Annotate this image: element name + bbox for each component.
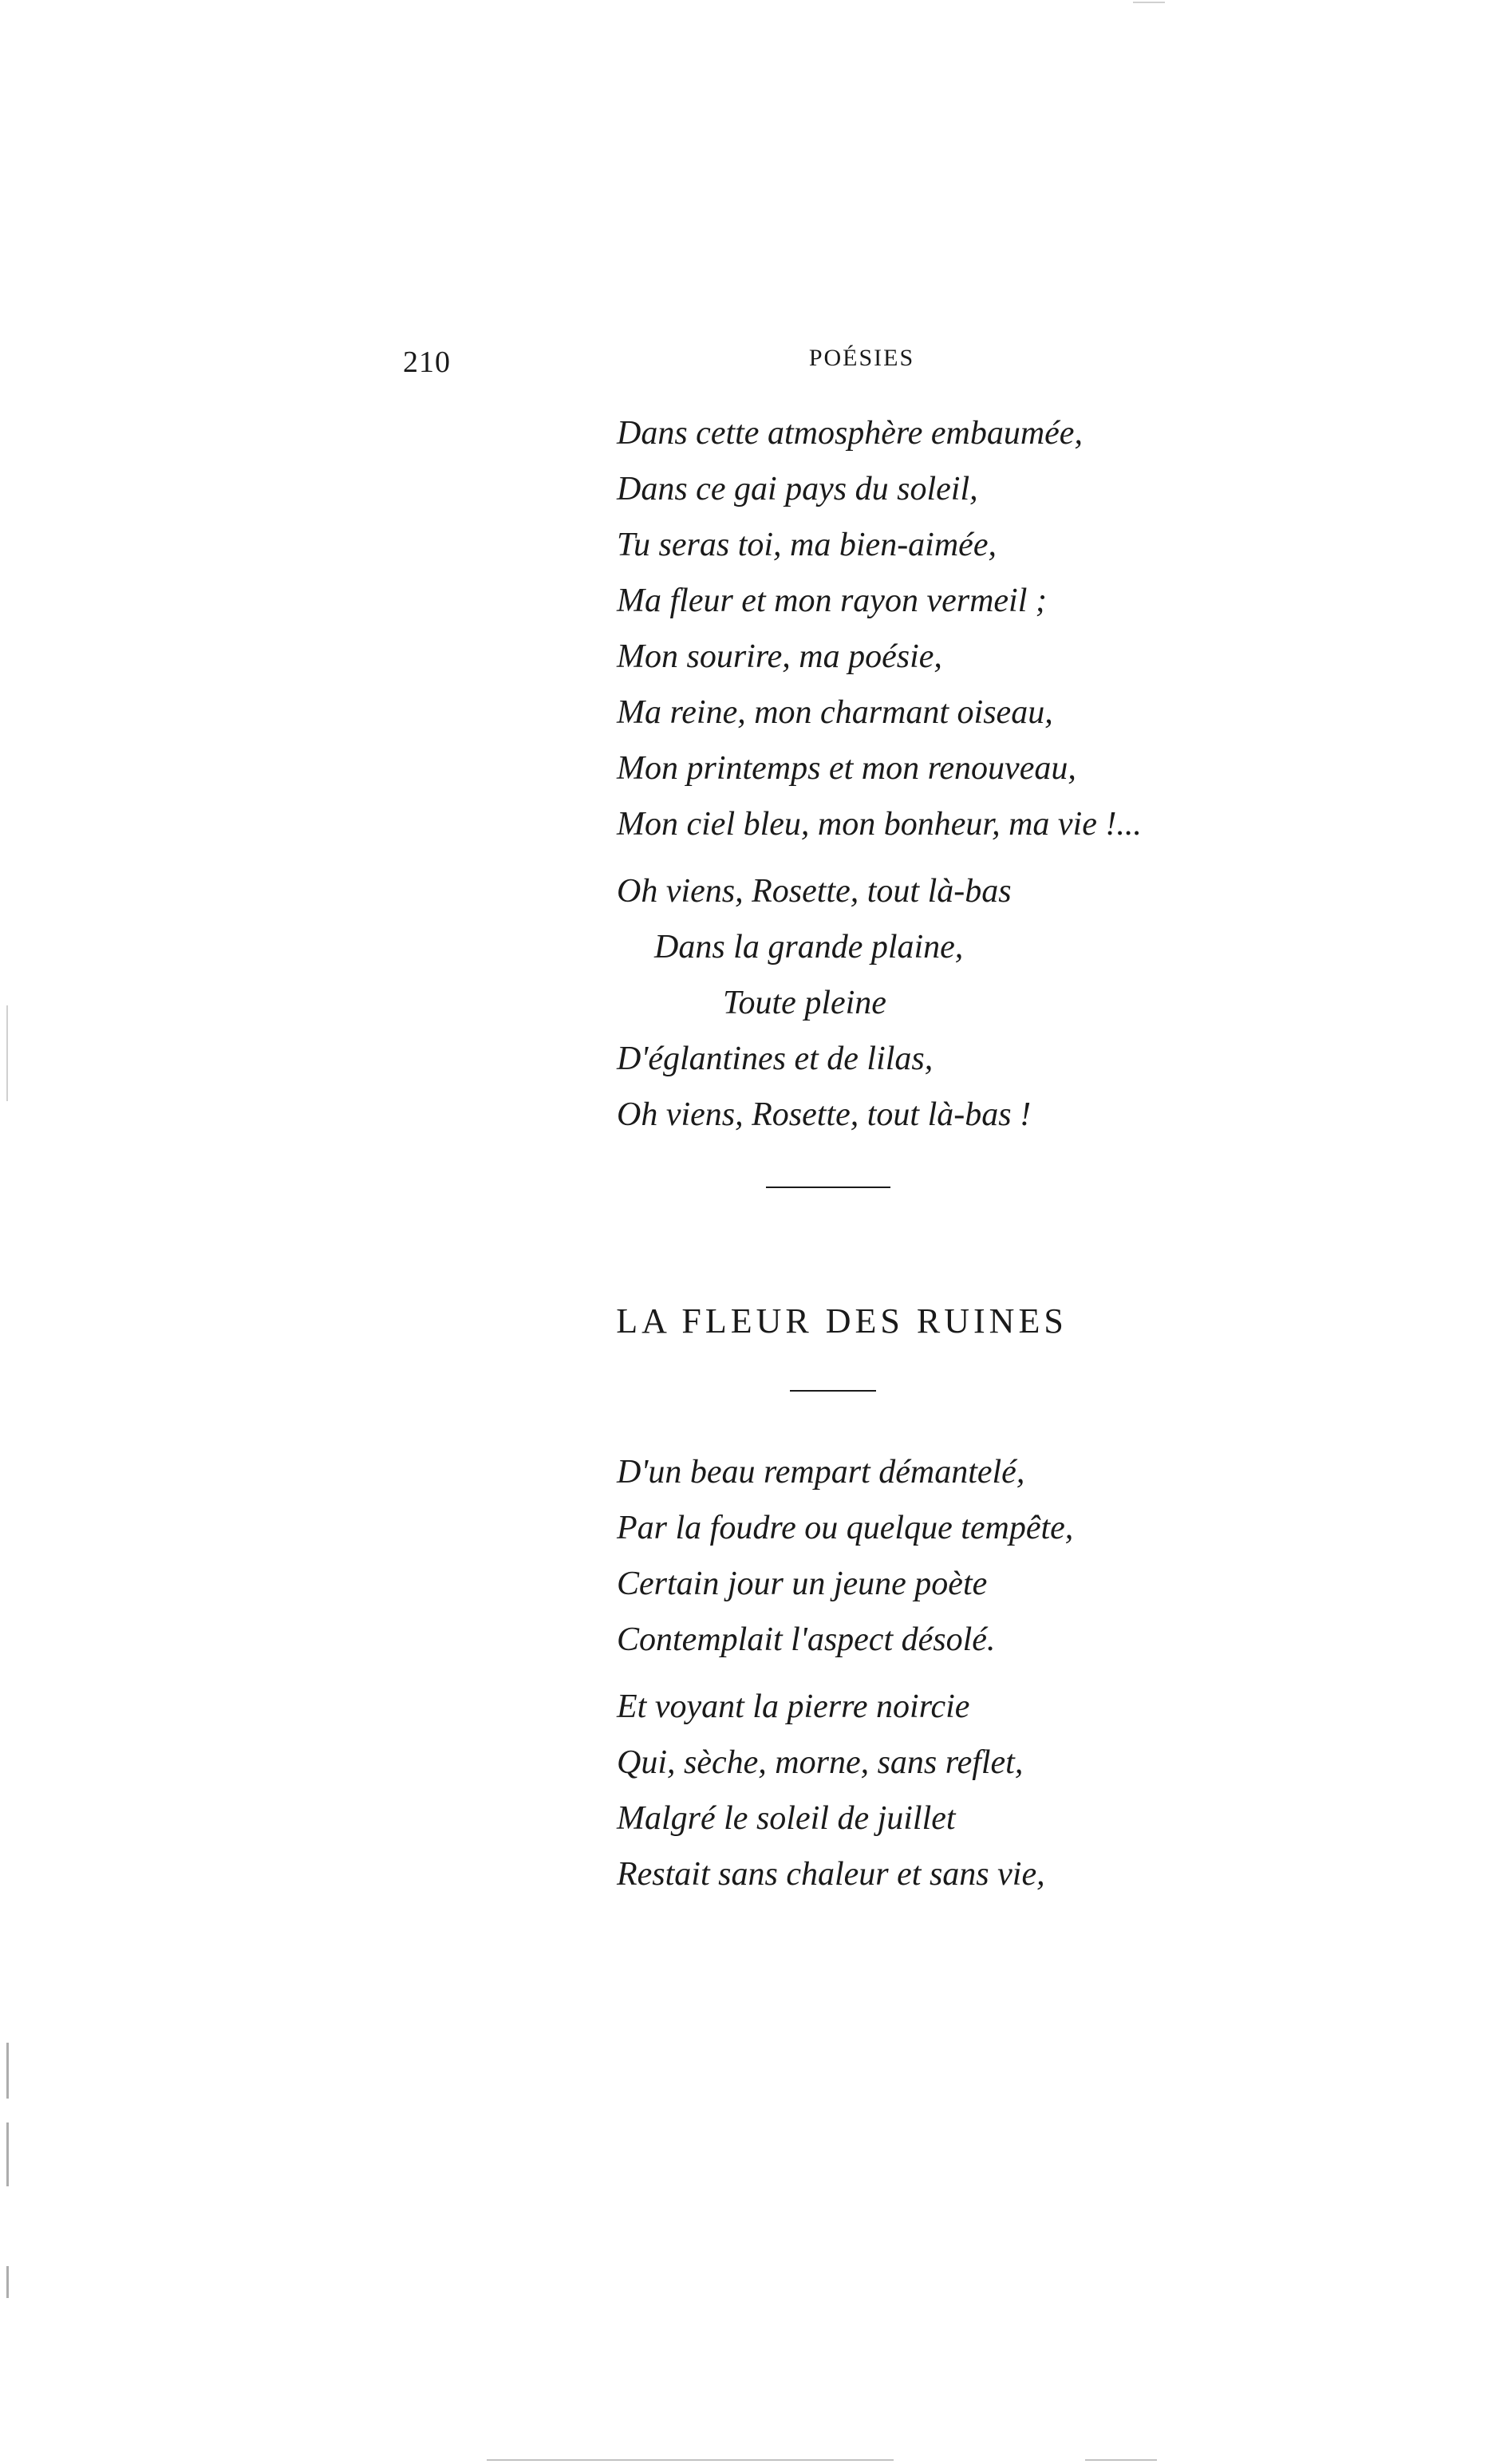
scan-artifact (487, 2459, 894, 2461)
poem-title: LA FLEUR DES RUINES (616, 1301, 1068, 1341)
verse-line: Toute pleine (723, 985, 886, 1021)
running-title: POÉSIES (808, 345, 915, 371)
verse-line: Dans cette atmosphère embaumée, (617, 415, 1083, 452)
verse-line: Dans la grande plaine, (654, 929, 964, 965)
scan-artifact (6, 1005, 8, 1101)
refrain-stanza (617, 863, 1031, 1143)
section-divider (766, 1187, 890, 1188)
verse-line: Dans ce gai pays du soleil, (617, 471, 978, 507)
scan-artifact (6, 2266, 9, 2298)
verse-line: Contemplait l'aspect désolé. (617, 1621, 996, 1658)
verse-line: Restait sans chaleur et sans vie, (617, 1856, 1045, 1893)
verse-line: Oh viens, Rosette, tout là-bas ! (617, 1096, 1032, 1133)
stanza (617, 1679, 1045, 1902)
verse-line: Par la foudre ou quelque tempête, (617, 1510, 1074, 1546)
verse-line: Mon printemps et mon renouveau, (617, 750, 1076, 787)
verse-line: D'un beau rempart démantelé, (617, 1454, 1025, 1491)
scan-artifact (1085, 2459, 1157, 2461)
verse-line: Malgré le soleil de juillet (617, 1800, 956, 1837)
verse-line: Ma reine, mon charmant oiseau, (617, 694, 1053, 731)
stanza (617, 405, 1142, 852)
verse-line: D'églantines et de lilas, (617, 1040, 934, 1077)
title-divider (790, 1390, 876, 1392)
verse-line: Ma fleur et mon rayon vermeil ; (617, 582, 1047, 619)
verse-line: Mon ciel bleu, mon bonheur, ma vie !... (617, 806, 1142, 843)
verse-line: Certain jour un jeune poète (617, 1566, 988, 1602)
verse-line: Et voyant la pierre noircie (617, 1688, 970, 1725)
scan-artifact (6, 2122, 9, 2186)
scan-artifact (6, 2043, 9, 2099)
verse-line: Tu seras toi, ma bien-aimée, (617, 527, 997, 563)
page-number: 210 (403, 346, 451, 379)
scan-artifact (1133, 2, 1165, 3)
verse-line: Qui, sèche, morne, sans reflet, (617, 1744, 1024, 1781)
verse-line: Mon sourire, ma poésie, (617, 638, 942, 675)
stanza (617, 1444, 1073, 1668)
verse-line: Oh viens, Rosette, tout là-bas (617, 873, 1012, 910)
